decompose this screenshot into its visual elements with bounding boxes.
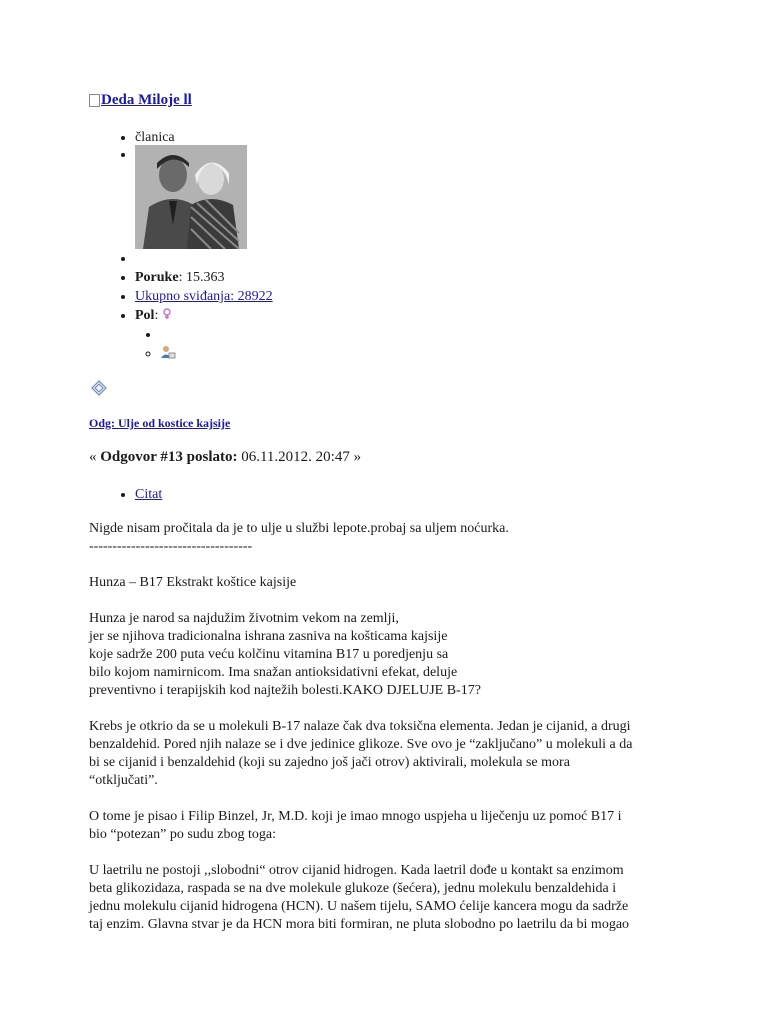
body-paragraph-2: Hunza – B17 Ekstrakt koštice kajsije [89,575,297,590]
author-name-link[interactable]: Deda Miloje ll [101,92,192,108]
gender-separator: : [154,308,159,323]
user-profile-item[interactable] [160,344,535,363]
avatar [135,145,247,249]
reply-line [89,449,361,466]
quote-link[interactable]: Citat [135,487,163,502]
quote-list [90,485,162,504]
post-subject [89,416,230,431]
body-paragraph-3: Hunza je narod sa najdužim životnim vekom na zemlji, jer se njihova tradicionalna ishrana zasniva na košticama kajsije koje sadrže 200 puta veću kolčinu vitamina B17 u poredjenju sa bilo kojom namirnicom. Ima snažan antioksidativni efekat, deluje preventivno i terapijskih kod najtežih bolesti.KAKO DJELUJE B-17? [89,611,481,698]
author-role: • članica [135,128,535,147]
female-symbol-icon [162,308,172,320]
post-subject-link[interactable]: Odg: Ulje od kostice kajsije [89,416,231,430]
reply-date: 06.11.2012. 20:47 » [237,449,362,465]
reply-prefix: « [89,449,101,465]
author-header [89,92,192,109]
reply-label: Odgovor #13 poslato: [100,449,238,465]
post-icon [89,378,109,398]
likes-link[interactable]: Ukupno sviđanja: 28922 [135,289,273,304]
posts-count [135,268,535,287]
gender-item [135,306,535,363]
empty-item [135,249,535,268]
body-paragraph-4: Krebs je otkrio da se u molekuli B-17 nalaze čak dva toksična elementa. Jedan je cijanid, a drugi benzaldehid. Pored njih nalaze se i dve jedinice glikoze. Sve ovo je “zaključano” u molekuli a da bi se cijanid i benzaldehid (koji su zajedno još jači otrov) aktivirali, molekula se mora “otključati”. [89,719,633,788]
posts-value: : 15.363 [178,270,225,285]
gender-label: Pol [135,308,155,323]
user-profile-icon[interactable] [160,344,176,360]
likes-item [135,287,535,306]
body-paragraph-6: U laetrilu ne postoji ,,slobodni“ otrov cijanid hidrogen. Kada laetril dođe u kontakt sa enzimom beta glikozidaza, raspada se na dve molekule glukoze (šećera), jednu molekulu benzaldehida i jednu molekulu cijanid hidrogena (HCN). U našem tijelu, SAMO ćelije kancera mogu da sadrže taj enzim. Glavna stvar je da HCN mora biti formiran, ne pluta slobodno po laetrilu da bi mogao [89,863,630,932]
author-meta-list [90,128,535,363]
post-body [89,520,689,934]
user-action-empty [160,325,535,344]
checkbox-icon [89,94,100,107]
body-paragraph-1: Nigde nisam pročitala da je to ulje u službi lepote.probaj sa uljem noćurka. ----------------------------------- [89,521,509,554]
user-actions [135,325,535,363]
posts-label: Poruke [135,270,179,285]
quote-item [135,485,162,504]
avatar-item [135,145,535,249]
body-paragraph-5: O tome je pisao i Filip Binzel, Jr, M.D. koji je imao mnogo uspjeha u liječenju uz pomoć B17 i bio “potezan” po sudu zbog toga: [89,809,622,842]
